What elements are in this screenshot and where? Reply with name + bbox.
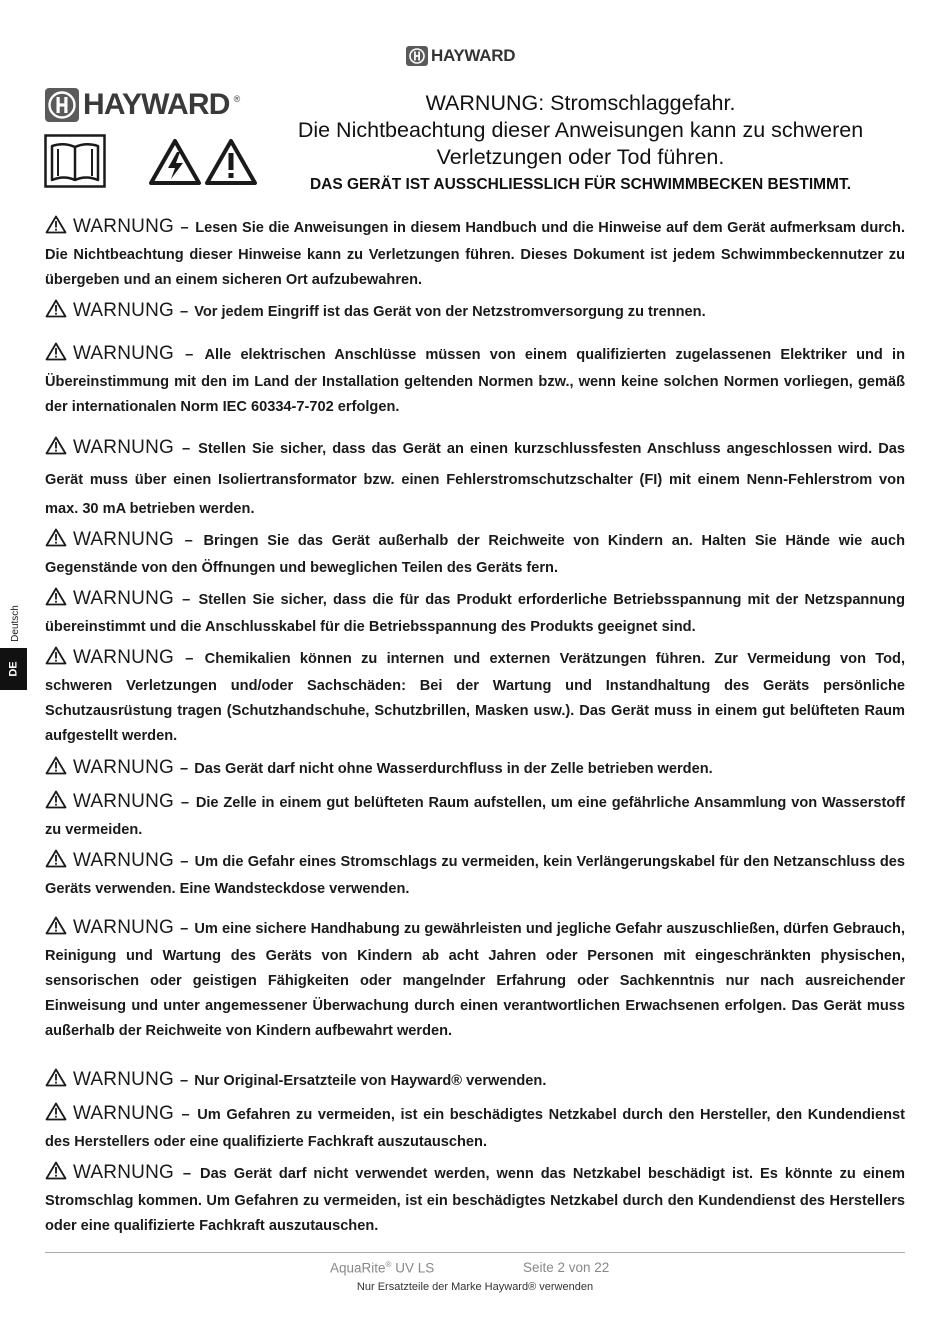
warning-text: Vor jedem Eingriff ist das Gerät von der Netzstromversorgung zu trennen. [194, 304, 706, 320]
warning-label: WARNUNG [73, 1162, 174, 1183]
warning-text: Die Zelle in einem gut belüfteten Raum aufstellen, um eine gefährliche Ansammlung von Wasserstoff zu vermeiden. [45, 795, 905, 838]
footer-divider [45, 1252, 905, 1253]
warning-label: WARNUNG [73, 757, 174, 778]
warning-item: WARNUNG – Nur Original-Ersatzteile von Hayward® verwenden. [45, 1067, 905, 1096]
brand-name: HAYWARD [431, 46, 516, 65]
warning-text: Das Gerät darf nicht ohne Wasserdurchfluss in der Zelle betrieben werden. [194, 761, 713, 777]
warning-text: Lesen Sie die Anweisungen in diesem Handbuch und die Hinweise auf dem Gerät aufmerksam durch. Die Nichtbeachtung dieser Hinweise kann zu Verletzungen führen. Dieses Dokument ist jedem Schwimmbeckennutzer zu übergeben und an einem sicheren Ort aufzubewahren. [45, 220, 905, 288]
language-tab: DE [0, 648, 27, 690]
warning-triangle-icon [45, 1102, 67, 1130]
warning-item: WARNUNG – Chemikalien können zu internen und externen Verätzungen führen. Zur Vermeidung von Tod, schweren Verletzungen und/oder Sachschäden: Bei der Wartung und Instandhaltung des Geräts persönliche Schutzausrüstung tragen (Schutzhandschuhe, Schutzbrillen, Masken usw.). Das Gerät muss in einem gut belüfteten Raum aufgestellt werden. [45, 647, 905, 744]
warning-triangle-icon [45, 528, 67, 556]
warning-label: WARNUNG [73, 647, 174, 668]
warning-text: Nur Original-Ersatzteile von Hayward® verwenden. [194, 1073, 547, 1089]
page-subtitle: DAS GERÄT IST AUSSCHLIESSLICH FÜR SCHWIMMBECKEN BESTIMMT. [309, 176, 852, 193]
footer-page-number: Seite 2 von 22 [523, 1260, 610, 1275]
warning-label: WARNUNG [73, 791, 174, 812]
warning-item: WARNUNG – Um Gefahren zu vermeiden, ist ein beschädigtes Netzkabel durch den Hersteller, den Kundendienst des Herstellers oder eine qualifizierte Fachkraft auszutauschen. [45, 1103, 905, 1150]
general-danger-icon [204, 138, 258, 191]
warning-item: WARNUNG – Lesen Sie die Anweisungen in diesem Handbuch und die Hinweise auf dem Gerät aufmerksam durch. Die Nichtbeachtung dieser Hinweise kann zu Verletzungen führen. Dieses Dokument ist jedem Schwimmbeckennutzer zu übergeben und an einem sicheren Ort aufzubewahren. [45, 216, 905, 288]
page-title: WARNUNG: Stromschlaggefahr. [425, 91, 736, 115]
hayward-logo-icon [406, 46, 428, 66]
warning-triangle-icon [45, 436, 67, 466]
read-manual-icon [44, 134, 106, 193]
header-logo-small [406, 46, 515, 66]
warning-triangle-icon [45, 646, 67, 674]
language-label: Deutsch [9, 604, 21, 642]
warning-triangle-icon [45, 1068, 67, 1096]
warning-label: WARNUNG [73, 1103, 174, 1124]
warning-item: WARNUNG – Vor jedem Eingriff ist das Gerät von der Netzstromversorgung zu trennen. [45, 298, 905, 327]
warning-text: Stellen Sie sicher, dass die für das Produkt erforderliche Betriebsspannung mit der Netzspannung übereinstimmt und die Anschlusskabel für die Betriebsspannung des Produkts geeignet sind. [45, 592, 906, 635]
warning-triangle-icon [45, 215, 67, 243]
warning-triangle-icon [45, 790, 67, 818]
warning-triangle-icon [45, 342, 67, 370]
registered-mark: ® [233, 94, 241, 104]
warning-item: WARNUNG – Das Gerät darf nicht verwendet werden, wenn das Netzkabel beschädigt ist. Es könnte zu einem Stromschlag kommen. Um Gefahren zu vermeiden, ist ein beschädigtes Netzkabel durch den Kundendienst des Herstellers oder eine qualifizierte Fachkraft auszutauschen. [45, 1162, 905, 1234]
warning-item: WARNUNG – Alle elektrischen Anschlüsse müssen von einem qualifizierten zugelassenen Elektriker und in Übereinstimmung mit den im Land der Installation geltenden Normen bzw., wenn keine solchen Normen vorliegen, gemäß der internationalen Norm IEC 60334-7-702 erfolgen. [45, 343, 905, 415]
warning-label: WARNUNG [73, 588, 174, 609]
warning-label: WARNUNG [73, 437, 174, 458]
warning-text: Um eine sichere Handhabung zu gewährleisten und jegliche Gefahr auszuschließen, dürfen Gebrauch, Reinigung und Wartung des Geräts von Kindern ab acht Jahren oder Personen mit eingeschränkten physischen, sensorischen oder geistigen Fähigkeiten oder mangelnder Erfahrung oder Sachkenntnis nur nach ausreichender Einweisung und unter angemessener Überwachung durch einen verantwortlichen Erwachsenen erfolgen. Das Gerät muss außerhalb der Reichweite von Kindern aufbewahrt werden. [45, 921, 905, 1039]
warning-triangle-icon [45, 756, 67, 784]
footer-product-name: AquaRite® UV LS [330, 1260, 435, 1276]
warning-text: Das Gerät darf nicht verwendet werden, wenn das Netzkabel beschädigt ist. Es könnte zu einem Stromschlag kommen. Um Gefahren zu vermeiden, ist ein beschädigtes Netzkabel durch den Kundendienst des Herstellers oder eine qualifizierte Fachkraft auszutauschen. [45, 1166, 905, 1234]
page-title-line: Verletzungen oder Tod führen. [436, 145, 725, 169]
hayward-logo-icon [45, 88, 79, 122]
warning-triangle-icon [45, 849, 67, 877]
warning-item: WARNUNG – Bringen Sie das Gerät außerhalb der Reichweite von Kindern an. Halten Sie Hände wie auch Gegenstände von den Öffnungen und beweglichen Teilen des Geräts fern. [45, 529, 905, 576]
warning-item: WARNUNG – Um die Gefahr eines Stromschlags zu vermeiden, kein Verlängerungskabel für den Netzanschluss des Geräts verwenden. Eine Wandsteckdose verwenden. [45, 850, 905, 897]
warning-triangle-icon [45, 299, 67, 327]
warning-item: WARNUNG – Stellen Sie sicher, dass das Gerät an einen kurzschlussfesten Anschluss angeschlossen wird. Das Gerät muss über einen Isoliertransformator bzw. einen Fehlerstromschutzschalter (FI) mit einem Nenn-Fehlerstrom von max. 30 mA betrieben werden. [45, 437, 905, 517]
warning-text: Chemikalien können zu internen und externen Verätzungen führen. Zur Vermeidung von Tod, schweren Verletzungen und/oder Sachschäden: Bei der Wartung und Instandhaltung des Geräts persönliche Schutzausrüstung tragen (Schutzhandschuhe, Schutzbrillen, Masken usw.). Das Gerät muss in einem gut belüfteten Raum aufgestellt werden. [45, 651, 905, 744]
warning-label: WARNUNG [73, 343, 174, 364]
warning-text: Stellen Sie sicher, dass das Gerät an einen kurzschlussfesten Anschluss angeschlossen wird. Das Gerät muss über einen Isoliertransformator bzw. einen Fehlerstromschutzschalter (FI) mit einem Nenn-Fehlerstrom von max. 30 mA betrieben werden. [45, 441, 905, 517]
warning-text: Bringen Sie das Gerät außerhalb der Reichweite von Kindern an. Halten Sie Hände wie auch Gegenstände von den Öffnungen und beweglichen Teilen des Geräts fern. [45, 533, 905, 576]
warning-triangle-icon [45, 916, 67, 944]
warning-text: Um die Gefahr eines Stromschlags zu vermeiden, kein Verlängerungskabel für den Netzanschluss des Geräts verwenden. Eine Wandsteckdose verwenden. [45, 854, 905, 897]
warning-item: WARNUNG – Stellen Sie sicher, dass die für das Produkt erforderliche Betriebsspannung mit der Netzspannung übereinstimmt und die Anschlusskabel für die Betriebsspannung des Produkts geeignet sind. [45, 588, 906, 635]
brand-name: HAYWARD [83, 88, 230, 121]
warning-item: WARNUNG – Um eine sichere Handhabung zu gewährleisten und jegliche Gefahr auszuschließen, dürfen Gebrauch, Reinigung und Wartung des Geräts von Kindern ab acht Jahren oder Personen mit eingeschränkten physischen, sensorischen oder geistigen Fähigkeiten oder mangelnder Erfahrung oder Sachkenntnis nur nach ausreichender Einweisung und unter angemessener Überwachung durch einen verantwortlichen Erwachsenen erfolgen. Das Gerät muss außerhalb der Reichweite von Kindern aufbewahrt werden. [45, 917, 905, 1039]
warning-triangle-icon [45, 587, 67, 615]
electric-shock-warning-icon [148, 138, 202, 191]
warning-text: Alle elektrischen Anschlüsse müssen von einem qualifizierten zugelassenen Elektriker und in Übereinstimmung mit den im Land der Installation geltenden Normen bzw., wenn keine solchen Normen vorliegen, gemäß der internationalen Norm IEC 60334-7-702 erfolgen. [45, 347, 905, 415]
warning-label: WARNUNG [73, 529, 174, 550]
warning-label: WARNUNG [73, 300, 174, 321]
footer-note: Nur Ersatzteile der Marke Hayward® verwenden [356, 1281, 594, 1293]
warning-label: WARNUNG [73, 1069, 174, 1090]
warning-label: WARNUNG [73, 917, 174, 938]
warning-label: WARNUNG [73, 850, 174, 871]
page-title-line: Die Nichtbeachtung dieser Anweisungen kann zu schweren [297, 118, 864, 142]
header-title-block [258, 90, 903, 194]
warning-item: WARNUNG – Die Zelle in einem gut belüfteten Raum aufstellen, um eine gefährliche Ansammlung von Wasserstoff zu vermeiden. [45, 791, 905, 838]
warning-text: Um Gefahren zu vermeiden, ist ein beschädigtes Netzkabel durch den Hersteller, den Kundendienst des Herstellers oder eine qualifizierte Fachkraft auszutauschen. [45, 1107, 905, 1150]
warning-label: WARNUNG [73, 216, 174, 237]
warning-triangle-icon [45, 1161, 67, 1189]
header-logo [45, 88, 240, 122]
warning-item: WARNUNG – Das Gerät darf nicht ohne Wasserdurchfluss in der Zelle betrieben werden. [45, 755, 905, 784]
